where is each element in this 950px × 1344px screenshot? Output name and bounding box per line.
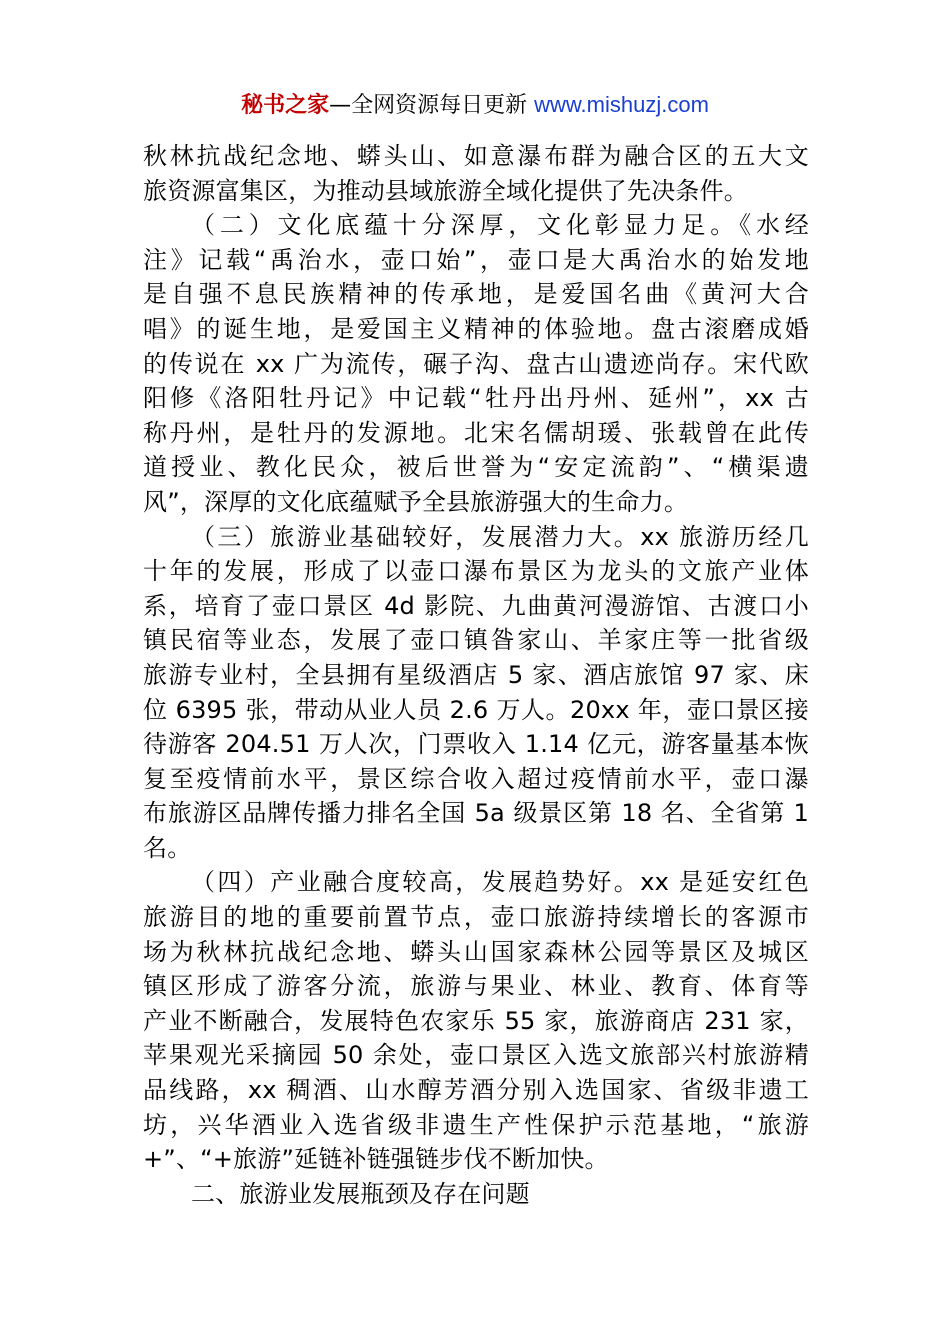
text-line: 唱》的诞生地，是爱国主义精神的体验地。盘古滚磨成婚 [143,314,809,343]
text-line: （三）旅游业基础较好，发展潜力大。xx 旅游历经几 [191,522,809,551]
text-line: 旅游目的地的重要前置节点，壶口旅游持续增长的客源市 [143,903,809,932]
text-line: 秋林抗战纪念地、蟒头山、如意瀑布群为融合区的五大文 [143,142,809,170]
text-line: 注》记载“禹治水，壶口始”，壶口是大禹治水的始发地 [143,245,809,274]
text-line: 镇区形成了游客分流，旅游与果业、林业、教育、体育等 [143,972,809,1001]
text-line: 是自强不息民族精神的传承地，是爱国名曲《黄河大合 [143,280,809,309]
text-line: （二）文化底蕴十分深厚，文化彰显力足。《水经 [191,211,809,240]
brand-name: 秘书之家 [241,93,330,118]
text-line: 复至疫情前水平，景区综合收入超过疫情前水平，壶口瀑 [143,764,809,793]
text-line: 苹果观光采摘园 50 余处，壶口景区入选文旅部兴村旅游精 [143,1041,809,1070]
text-line: 十年的发展，形成了以壶口瀑布景区为龙头的文旅产业体 [143,557,809,586]
text-line: 产业不断融合，发展特色农家乐 55 家，旅游商店 231 家， [143,1006,809,1035]
text-line: 的传说在 xx 广为流传，碾子沟、盘古山遗迹尚存。宋代欧 [143,349,809,378]
text-line: 镇民宿等业态，发展了壶口镇昝家山、羊家庄等一批省级 [143,626,809,655]
text-line: 风”，深厚的文化底蕴赋予全县旅游强大的生命力。 [143,487,689,516]
text-line: 品线路，xx 稠酒、山水醇芳酒分别入选国家、省级非遗工 [143,1076,809,1105]
text-line: 道授业、教化民众，被后世誉为“安定流韵”、“横渠遗 [143,453,809,482]
text-line: 坊，兴华酒业入选省级非遗生产性保护示范基地，“旅游 [143,1110,809,1139]
text-line: 称丹州，是牡丹的发源地。北宋名儒胡瑗、张载曾在此传 [143,418,809,447]
text-line: 系，培育了壶口景区 4d 影院、九曲黄河漫游馆、古渡口小 [143,591,809,620]
text-line: 待游客 204.51 万人次，门票收入 1.14 亿元，游客量基本恢 [143,730,809,759]
header-tagline: —全网资源每日更新 [329,93,535,118]
text-line: +”、“+旅游”延链补链强链步伐不断加快。 [143,1145,609,1174]
text-line: 位 6395 张，带动从业人员 2.6 万人。20xx 年，壶口景区接 [143,695,809,724]
text-line: 场为秋林抗战纪念地、蟒头山国家森林公园等景区及城区 [143,937,809,966]
text-line: 名。 [143,833,192,862]
text-line: （四）产业融合度较高，发展趋势好。xx 是延安红色 [191,868,809,897]
site-url-link[interactable]: www.mishuzj.com [534,92,709,117]
page-header [0,90,950,121]
text-line: 阳修《洛阳牡丹记》中记载“牡丹出丹州、延州”，xx 古 [143,384,809,413]
text-line: 旅游专业村，全县拥有星级酒店 5 家、酒店旅馆 97 家、床 [143,660,809,689]
text-line: 布旅游区品牌传播力排名全国 5a 级景区第 18 名、全省第 1 [143,799,809,828]
section-heading: 二、旅游业发展瓶颈及存在问题 [191,1179,530,1208]
text-line: 旅资源富集区，为推动县域旅游全域化提供了先决条件。 [143,176,748,205]
document-body [143,139,809,1211]
